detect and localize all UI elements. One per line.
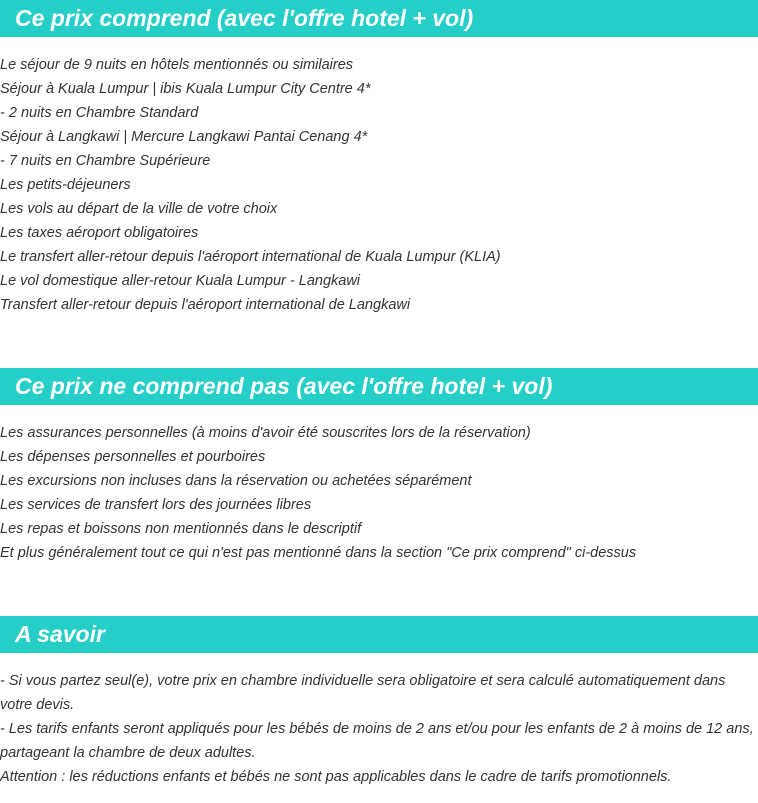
- includes-item: Le transfert aller-retour depuis l'aéroport international de Kuala Lumpur (KLIA): [0, 249, 501, 265]
- includes-item: Séjour à Langkawi | Mercure Langkawi Pantai Cenang 4*: [0, 129, 368, 145]
- includes-item: Séjour à Kuala Lumpur | ibis Kuala Lumpur City Centre 4*: [0, 81, 371, 97]
- excludes-item: Les excursions non incluses dans la réservation ou achetées séparément: [0, 473, 472, 489]
- includes-item: Transfert aller-retour depuis l'aéroport international de Langkawi: [0, 297, 411, 313]
- includes-item: Le vol domestique aller-retour Kuala Lumpur - Langkawi: [0, 273, 361, 289]
- info-paragraph: Attention : les réductions enfants et bébés ne sont pas applicables dans le cadre de tarifs promotionnels.: [0, 769, 672, 785]
- includes-item: - 7 nuits en Chambre Supérieure: [0, 153, 211, 169]
- info-paragraph: - Les tarifs enfants seront appliqués pour les bébés de moins de 2 ans et/ou pour les enfants de 2 à moins de 12 ans, partageant la chambre de deux adultes.: [0, 721, 754, 761]
- includes-item: - 2 nuits en Chambre Standard: [0, 105, 199, 121]
- includes-section: [0, 0, 758, 317]
- excludes-item: Les dépenses personnelles et pourboires: [0, 449, 266, 465]
- excludes-item: Les services de transfert lors des journées libres: [0, 497, 312, 513]
- info-text: [0, 669, 758, 789]
- includes-item: Le séjour de 9 nuits en hôtels mentionnés ou similaires: [0, 57, 354, 73]
- includes-item: Les taxes aéroport obligatoires: [0, 225, 199, 241]
- includes-item: Les vols au départ de la ville de votre choix: [0, 201, 278, 217]
- info-section: [0, 616, 758, 789]
- info-paragraph: - Si vous partez seul(e), votre prix en chambre individuelle sera obligatoire et sera calculé automatiquement dans votre devis.: [0, 673, 726, 713]
- info-header: A savoir: [0, 616, 758, 653]
- excludes-list: [0, 421, 758, 565]
- excludes-header: Ce prix ne comprend pas (avec l'offre hotel + vol): [0, 368, 758, 405]
- excludes-section: [0, 368, 758, 565]
- excludes-item: Et plus généralement tout ce qui n'est pas mentionné dans la section "Ce prix comprend" ci-dessus: [0, 545, 637, 561]
- includes-item: Les petits-déjeuners: [0, 177, 131, 193]
- excludes-item: Les repas et boissons non mentionnés dans le descriptif: [0, 521, 362, 537]
- includes-header: Ce prix comprend (avec l'offre hotel + vol): [0, 0, 758, 37]
- includes-list: [0, 53, 758, 317]
- excludes-item: Les assurances personnelles (à moins d'avoir été souscrites lors de la réservation): [0, 425, 531, 441]
